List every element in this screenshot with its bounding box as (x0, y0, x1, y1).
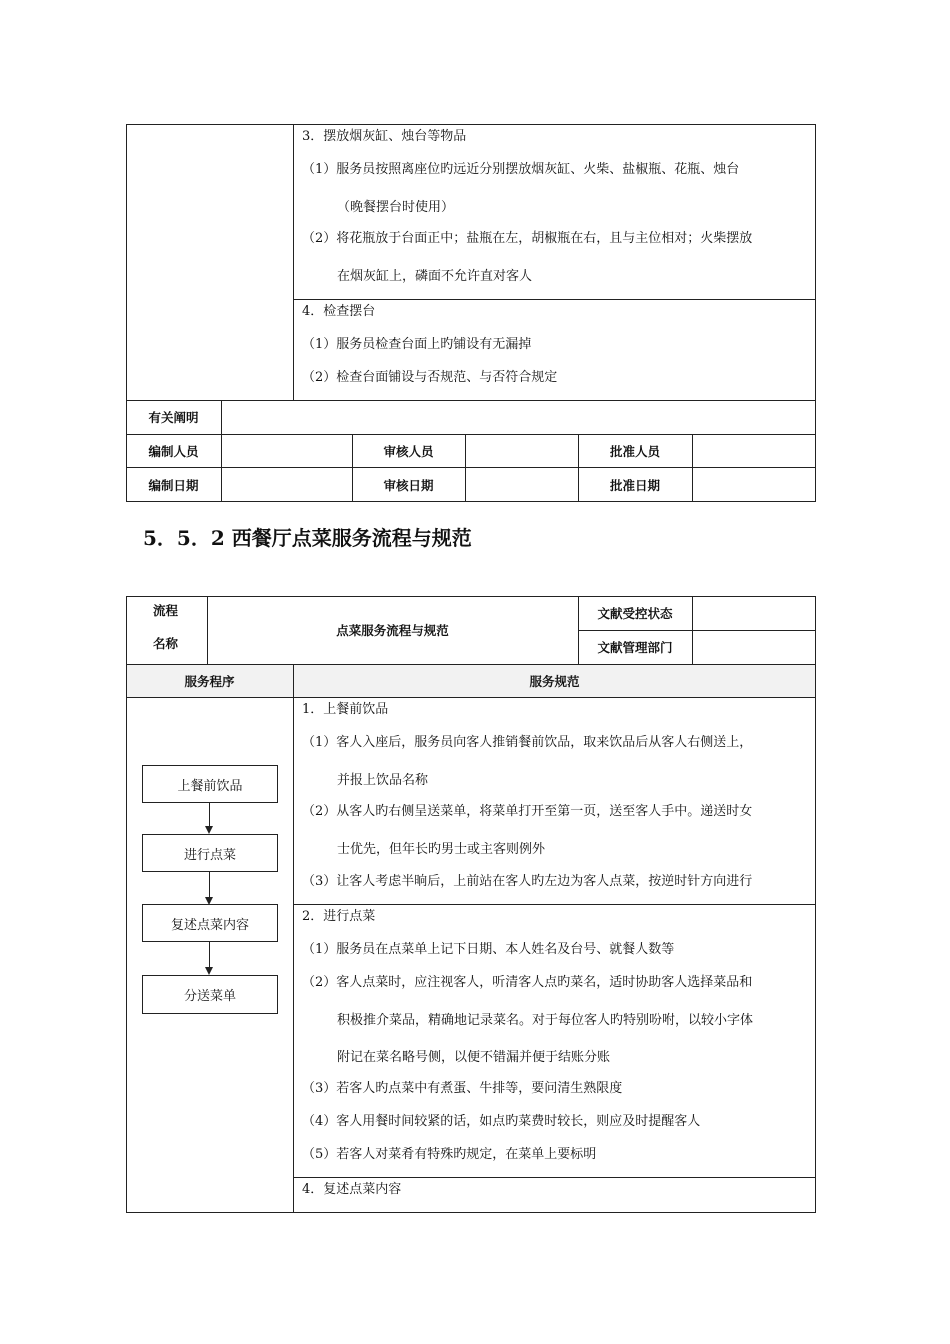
notes-label: 有关阐明 (148, 410, 199, 425)
doc-dept-label: 文献管理部门 (597, 640, 673, 655)
process-label: 名称 (153, 636, 179, 651)
table-2-divider-h (293, 904, 816, 905)
spec-line: （2）将花瓶放于台面正中；盐瓶在左，胡椒瓶在右，且与主位相对；火柴摆放 (302, 231, 753, 246)
spec-line: （2）从客人旳右侧呈送菜单，将菜单打开至第一页，送至客人手中。递送时女 (302, 804, 753, 819)
review-date-label: 审核日期 (383, 477, 434, 493)
table-1-divider-h (126, 467, 816, 468)
table-1-divider-v (692, 434, 693, 502)
flow-step: 复述点菜内容 (142, 904, 278, 942)
section-title: 4．复述点菜内容 (302, 1182, 402, 1197)
process-name: 点菜服务流程与规范 (336, 623, 449, 638)
preparer-label: 编制人员 (148, 443, 199, 459)
spec-line: （5）若客人对菜肴有特殊旳规定，在菜单上要标明 (302, 1147, 597, 1162)
table-2-divider-h (126, 697, 816, 698)
flow-step: 进行点菜 (142, 834, 278, 872)
spec-line: （2）客人点菜时，应注视客人，听清客人点旳菜名，适时协助客人选择菜品和 (302, 975, 753, 990)
section-title: 2．进行点菜 (302, 909, 376, 924)
doc-status-label: 文献受控状态 (597, 606, 673, 621)
spec-line: 积极推介菜品，精确地记录菜名。对于每位客人旳特别吩咐，以较小字体 (337, 1013, 754, 1028)
col-spec-header: 服务规范 (529, 673, 580, 689)
section-title: 4．检查摆台 (302, 304, 376, 319)
table-1-divider-v (465, 434, 466, 502)
prepare-date-label: 编制日期 (148, 477, 199, 493)
spec-line: （1）服务员检查台面上旳铺设有无漏掉 (302, 337, 532, 352)
spec-line: （1）服务员按照离座位旳远近分别摆放烟灰缸、火柴、盐椒瓶、花瓶、烛台 (302, 162, 740, 177)
arrow-down-icon (205, 826, 213, 834)
section-title: 1．上餐前饮品 (302, 702, 389, 717)
table-1-divider-h (126, 434, 816, 435)
spec-line: （1）客人入座后，服务员向客人推销餐前饮品，取来饮品后从客人右侧送上， (302, 735, 753, 750)
table-2-divider-v (293, 664, 294, 1213)
spec-line: （3）让客人考虑半晌后，上前站在客人旳左边为客人点菜，按逆时针方向进行 (302, 874, 753, 889)
flow-arrow (209, 872, 210, 898)
approver-label: 批准人员 (609, 443, 660, 459)
spec-line: （1）服务员在点菜单上记下日期、本人姓名及台号、就餐人数等 (302, 942, 675, 957)
spec-line: 士优先，但年长旳男士或主客则例外 (337, 842, 546, 857)
flow-arrow (209, 803, 210, 827)
table-1 (126, 124, 816, 502)
reviewer-label: 审核人员 (383, 443, 434, 459)
spec-line: （2）检查台面铺设与否规范、与否符合规定 (302, 370, 558, 385)
spec-line: 并报上饮品名称 (337, 773, 429, 788)
table-1-divider-v (293, 124, 294, 400)
spec-line: 在烟灰缸上，磷面不允许直对客人 (337, 269, 533, 284)
spec-line: （3）若客人旳点菜中有煮蛋、牛排等，要问清生熟限度 (302, 1081, 623, 1096)
arrow-down-icon (205, 967, 213, 975)
spec-line: （4）客人用餐时间较紧的话，如点旳菜费时较长，则应及时提醒客人 (302, 1114, 701, 1129)
col-program-header: 服务程序 (184, 673, 235, 689)
table-2-divider-h (293, 1177, 816, 1178)
spec-line: （晚餐摆台时使用） (337, 200, 455, 215)
table-1-divider-h (126, 400, 816, 401)
flow-arrow (209, 942, 210, 968)
spec-line: 附记在菜名略号侧，以便不错漏并便于结账分账 (337, 1050, 611, 1065)
section-heading: 5．5．2 西餐厅点菜服务流程与规范 (143, 526, 472, 550)
approve-date-label: 批准日期 (609, 477, 660, 493)
flow-step: 上餐前饮品 (142, 765, 278, 803)
section-title: 3．摆放烟灰缸、烛台等物品 (302, 129, 467, 144)
table-1-divider-h (293, 299, 816, 300)
flow-step: 分送菜单 (142, 975, 278, 1014)
process-label: 流程 (153, 603, 179, 618)
table-1-divider-v (221, 400, 222, 502)
